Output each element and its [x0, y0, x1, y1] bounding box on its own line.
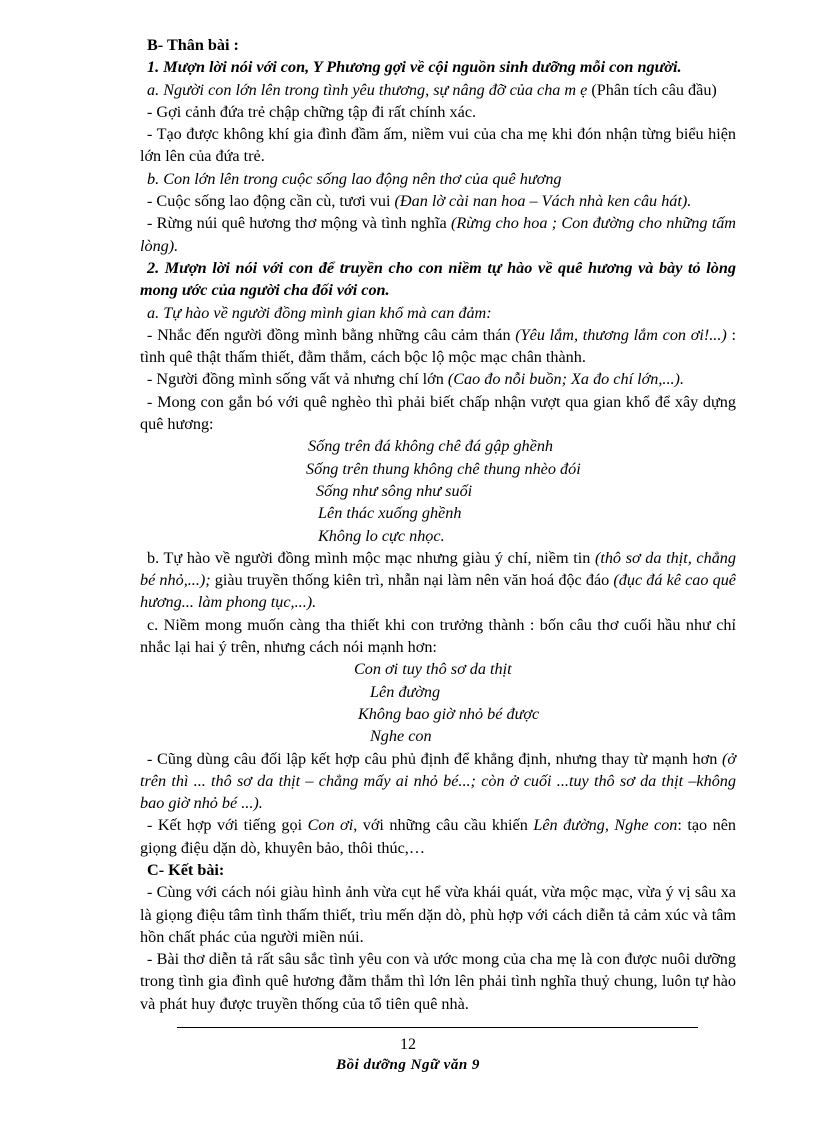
- s2-a2: [140, 368, 736, 390]
- s1-a1: - Gợi cảnh đứa trẻ chập chững tập đi rất chính xác.: [147, 102, 477, 121]
- poem1-line: Sống trên thung không chê thung nhèo đói: [306, 459, 581, 478]
- s1-b2: [140, 212, 736, 257]
- s2-a1-rest: : tình quê thật thấm thiết, đằm thắm, cách bộc lộ mộc mạc chân thành.: [140, 325, 736, 367]
- s2-b-mid: giàu truyền thống kiên trì, nhẫn nại làm nên văn hoá độc đáo: [210, 571, 614, 590]
- s2-c2-a: - Kết hợp với tiếng gọi: [147, 816, 308, 835]
- s1-b1-text: - Cuộc sống lao động cần cù, tươi vui: [147, 192, 395, 211]
- document-body: [140, 34, 736, 1015]
- s2-c1-example: (ở trên thì ... thô sơ da thịt – chẳng mấy ai nhỏ bé...; còn ở cuối ...tuy thô sơ da thịt –không bao giờ nhỏ bé ...).: [140, 749, 736, 813]
- s2-c2-b: Con ơi: [307, 816, 354, 835]
- s2-a2-example: (Cao đo nỗi buồn; Xa đo chí lớn,...).: [447, 370, 684, 389]
- s2-a3: - Mong con gắn bó với quê nghèo thì phải biết chấp nhận vượt qua gian khổ để xây dựng quê hương:: [140, 392, 736, 434]
- heading-body: B- Thân bài :: [147, 36, 239, 54]
- s2-c1: [140, 748, 736, 815]
- section-1-title: 1. Mượn lời nói với con, Y Phương gợi về cội nguồn sinh dưỡng mỗi con người.: [147, 58, 682, 77]
- s2-c2: [140, 814, 736, 859]
- conclusion-1: - Cùng với cách nói giàu hình ảnh vừa cụt hể vừa khái quát, vừa mộc mạc, vừa ý vị sâu xa là giọng điệu tâm tình thấm thiết, trìu mến dặn dò, phù hợp với cách diễn tả cảm xúc và tâm hồn chất phác của người miền núi.: [140, 883, 736, 946]
- heading-conclusion: C- Kết bài:: [147, 860, 225, 879]
- poem2-line: Nghe con: [370, 727, 432, 746]
- s1-b1: [140, 190, 736, 212]
- s2-a1: [140, 324, 736, 369]
- s2-b-example-1: (thô sơ da thịt, chẳng bé nhỏ,...);: [140, 548, 736, 590]
- poem1-line: Sống như sông như suối: [316, 481, 473, 500]
- poem2-line: Lên đường: [370, 682, 441, 701]
- s2-a2-text: - Người đồng mình sống vất vả nhưng chí lớn: [147, 370, 448, 389]
- page-number: 12: [400, 1036, 416, 1053]
- s2-b: [140, 547, 736, 614]
- section-2-title: 2. Mượn lời nói với con để truyền cho con niềm tự hào về quê hương và bày tỏ lòng mong ước của người cha đối với con.: [140, 258, 736, 300]
- s1-b1-example: (Đan lờ cài nan hoa – Vách nhà ken câu hát).: [394, 192, 692, 211]
- s2-b-example-2: (đục đá kê cao quê hương... làm phong tục,...).: [140, 571, 736, 612]
- s2-c1-text: - Cũng dùng câu đối lập kết hợp câu phủ định để khẳng định, nhưng thay từ mạnh hơn: [147, 749, 722, 768]
- s2-a1-example: (Yêu lắm, thương lắm con ơi!...): [515, 325, 727, 344]
- s2-a-label: a. Tự hào về người đồng mình gian khổ mà can đảm:: [147, 303, 492, 322]
- poem-excerpt-2: [140, 658, 736, 747]
- poem1-line: Không lo cực nhọc.: [318, 526, 445, 545]
- s2-a1-text: - Nhắc đến người đồng mình bằng những câu cảm thán: [147, 325, 516, 344]
- s1-b-label: b. Con lớn lên trong cuộc sống lao động nên thơ của quê hương: [147, 169, 562, 188]
- poem1-line: Sống trên đá không chê đá gập ghềnh: [308, 437, 554, 456]
- s2-c2-d: Lên đường, Nghe con: [533, 816, 678, 835]
- s1-b2-text: - Rừng núi quê hương thơ mộng và tình nghĩa: [147, 214, 451, 233]
- s1-b2-example: (Rừng cho hoa ; Con đường cho những tấm lòng).: [140, 214, 736, 255]
- footer-title: Bồi dưỡng Ngữ văn 9: [336, 1057, 480, 1073]
- s1-a2: - Tạo được không khí gia đình đầm ấm, niềm vui của cha mẹ khi đón nhận từng biểu hiện lớn lên của đứa trẻ.: [140, 125, 736, 166]
- poem2-line: Không bao giờ nhỏ bé được: [358, 704, 540, 723]
- poem1-line: Lên thác xuống ghềnh: [318, 504, 462, 523]
- s2-c: c. Niềm mong muốn càng tha thiết khi con trưởng thành : bốn câu thơ cuối hầu như chỉ nhắc lại hai ý trên, nhưng cách nói mạnh hơn:: [140, 615, 736, 657]
- s2-c2-c: , với những câu cầu khiến: [353, 816, 534, 835]
- s2-b-text: b. Tự hào về người đồng mình mộc mạc nhưng giàu ý chí, niềm tin: [147, 548, 595, 567]
- s1-a-paragraph: [140, 79, 736, 101]
- s2-c2-e: : tạo nên giọng điệu dặn dò, khuyên bảo, thôi thúc,…: [140, 816, 736, 857]
- s1-a-note: (Phân tích câu đầu): [587, 80, 717, 99]
- poem2-line: Con ơi tuy thô sơ da thịt: [354, 660, 512, 679]
- footer-divider: [177, 1027, 698, 1028]
- conclusion-2: - Bài thơ diễn tả rất sâu sắc tình yêu con và ước mong của cha mẹ là con được nuôi dưỡng trong tình gia đình quê hương đằm thắm thì lớn lên phải tình nghĩa thuỷ chung, luôn tự hào và phát huy được truyền thống của tổ tiên quê nhà.: [140, 950, 736, 1013]
- s1-a-label: a. Người con lớn lên trong tình yêu thương, sự nâng đỡ của cha m ẹ: [147, 80, 588, 99]
- poem-excerpt-1: [140, 435, 736, 546]
